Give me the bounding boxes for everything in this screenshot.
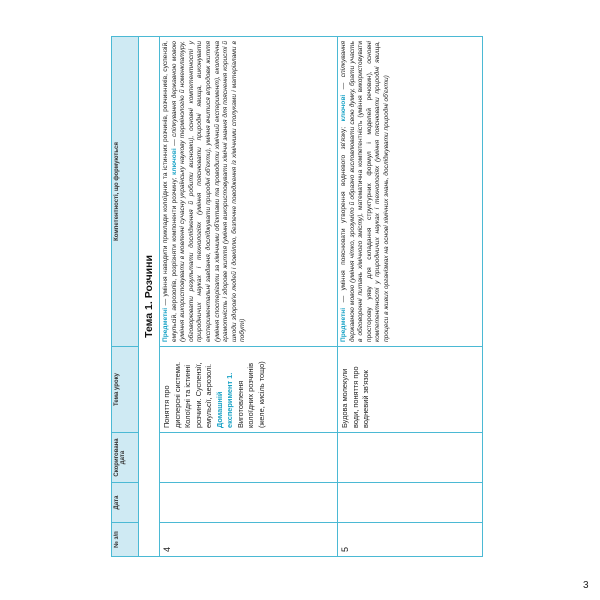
key-competency-1: спілкування державною мовою (уміння використовувати в мовленні сучасну українську наукову термінологію й номенклатуру, обговорювати результати дослідження й робити висновки), [170,40,195,342]
header-row [112,37,139,557]
header-num: № з/п [112,523,139,557]
header-lesson-topic: Тема уроку [112,347,139,433]
subject-competency-text: — уміння наводити приклади колоїдних та істинних розчинів, розчинників, суспензій, емульсій, аерозолів, розрізняти компоненти розчину; [162,41,178,342]
home-experiment-text: Виготовлення колоїдних розчинів (желе, кисіль тощо) [235,361,266,428]
subject-competency-label: Предметні [162,307,169,342]
row-number: 5 [338,523,483,557]
key-competency-3: уміння вчитися впродовж життя (уміння спостерігати за хімічними об'єктами та проводити хімічний експеримент), [204,40,221,342]
rotated-page [111,37,483,557]
row-lesson-topic [160,347,338,433]
key-competency-2: основні компетентності у природничих науках і технологіях (уміння пояснювати природні явища, виконувати експериментальні завдання, досліджувати природні об'єкти), [187,41,212,342]
table-row [160,37,338,557]
key-competency-label: ключові [170,148,178,176]
row-date [160,483,338,523]
lesson-topic-text: Будова молекули води, поняття про водневий зв'язок [340,366,370,428]
key-competency-1: спілкування державною мовою (уміння чітко, зрозуміло й образно висловлювати свою думку, брати участь в обговоренні питань хімічного змісту), [340,41,365,342]
page-number: 3 [583,580,589,591]
header-date: Дата [112,483,139,523]
row-date [338,483,483,523]
key-competency-dash: — [340,77,347,95]
table-row [338,37,483,557]
row-number: 4 [160,523,338,557]
row-competencies [338,37,483,347]
subject-competency-text: — уміння пояснювати утворення водневого зв'язку; [340,121,347,308]
key-competency-4: екологічна грамотність і здорове життя (уміння використовувати хімічні знання для пояснення користі й шкоди здоров'ю людей і довкіллю, безпечне поводження із хімічними сполуками і матеріалами в побуті) [213,41,247,342]
topic-title-row [139,37,160,557]
lesson-topic-text: Поняття про дисперсні системи. Колоїдні та істинні розчини. Суспензії, емульсії, аерозолі. [162,361,213,428]
row-corrected-date [160,433,338,483]
key-competency-2: математична компетентність (уміння використовувати просторову уяву для складання структурних формул і моделей речовин), [357,41,373,342]
subject-competency-label: Предметні [340,307,347,342]
home-experiment-label: Домашній експеримент 1. [214,372,234,428]
row-corrected-date [338,433,483,483]
key-competency-label: ключові [340,94,347,122]
key-competency-3: основні компетентності у природничих науках і технологіях (уміння пояснювати природні явища, процеси в живих організмах на основі хімічних знань, досліджувати природні об'єкти) [365,41,390,342]
topic-title: Тема 1. Розчини [139,37,160,557]
header-corrected-date: Скоригована дата [112,433,139,483]
lesson-plan-table [111,36,483,557]
key-competency-dash: — [170,136,178,149]
row-lesson-topic [338,347,483,433]
row-competencies [160,37,338,347]
header-competencies: Компетентності, що формуються [112,37,139,347]
